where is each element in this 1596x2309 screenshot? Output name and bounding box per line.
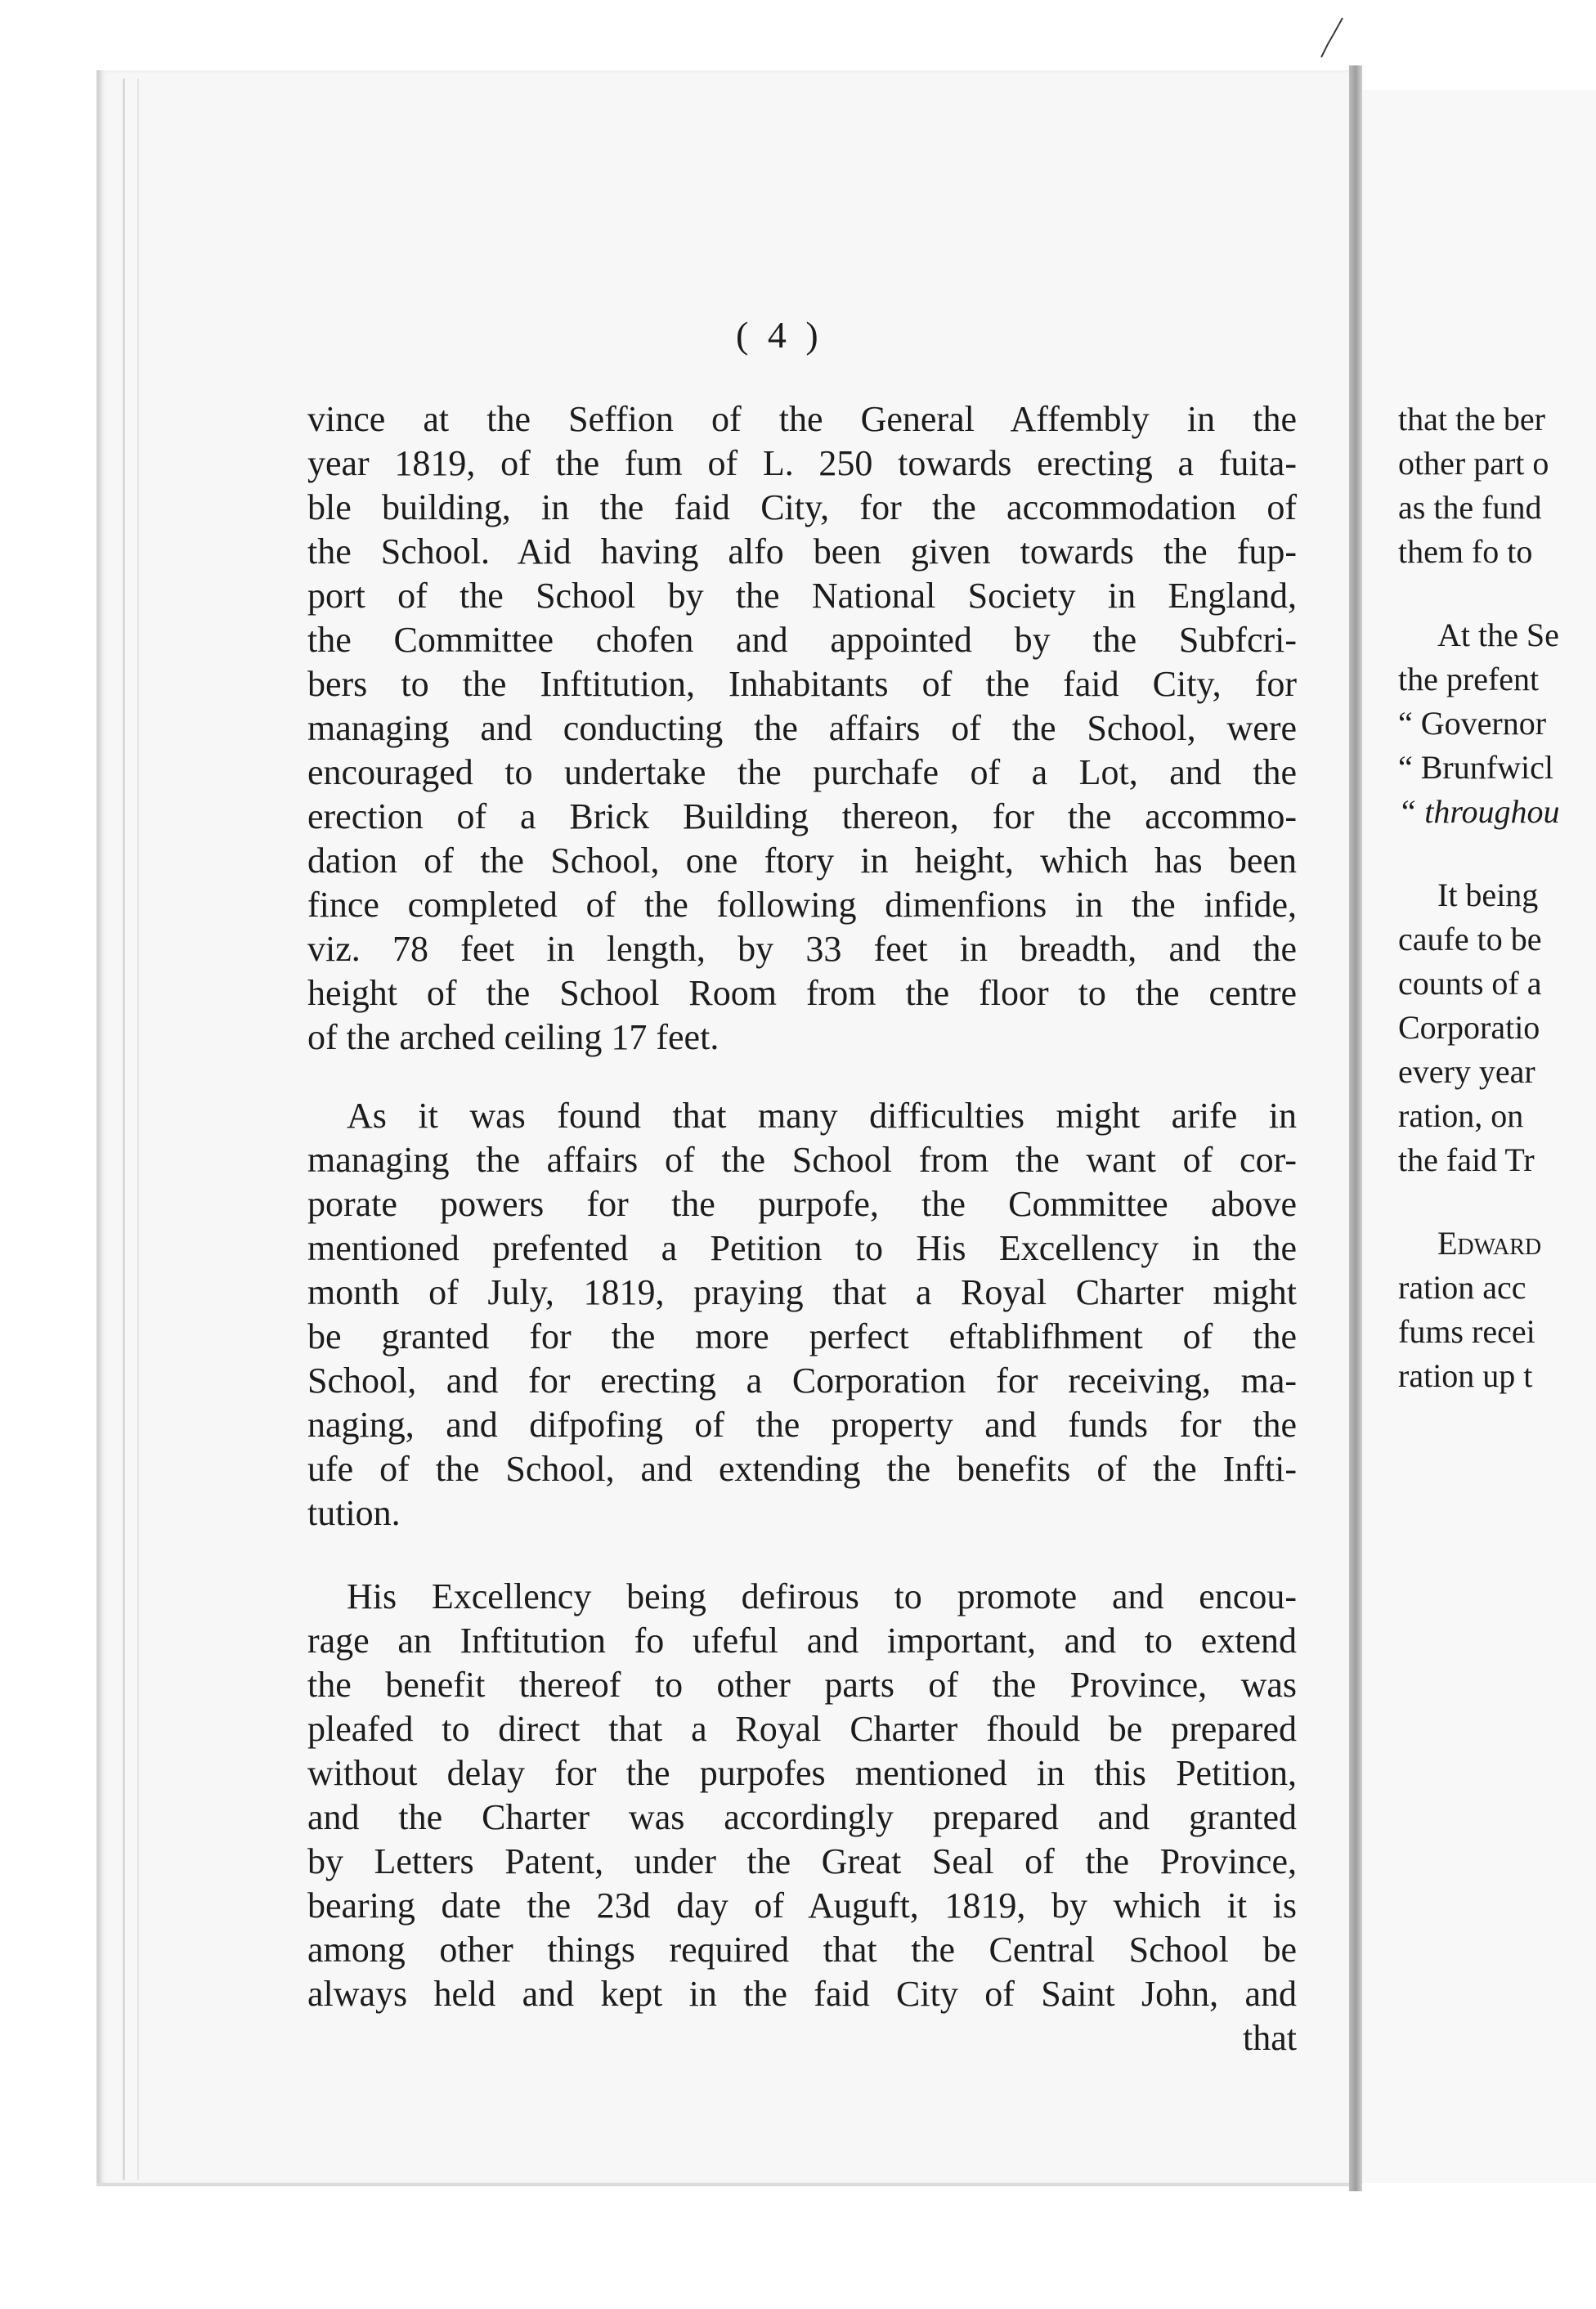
text-line: year 1819, of the fum of L. 250 towards erecting a fuita-	[307, 443, 1297, 483]
text-line: School, and for erecting a Corporation for receiving, ma-	[307, 1361, 1297, 1401]
text-line: that the ber	[1398, 401, 1545, 437]
book-gutter	[1349, 65, 1362, 2191]
text-line: managing and conducting the affairs of the School, were	[307, 708, 1297, 748]
text-line: dation of the School, one ftory in height, which has been	[307, 841, 1297, 881]
page-bottom-edge	[96, 2183, 1359, 2186]
text-line: “ Brunfwicl	[1398, 749, 1553, 786]
text-line: always held and kept in the faid City of Saint John, and	[307, 1974, 1297, 2014]
text-line: caufe to be	[1398, 921, 1542, 957]
text-line: “ throughou	[1398, 793, 1560, 830]
text-line: Edward	[1437, 1225, 1542, 1262]
text-line: mentioned prefented a Petition to His Excellency in the	[307, 1228, 1297, 1268]
page-edge	[137, 78, 139, 2180]
text-line: bers to the Inftitution, Inhabitants of the faid City, for	[307, 664, 1297, 704]
text-line: and the Charter was accordingly prepared and granted	[307, 1797, 1297, 1837]
text-line: rage an Inftitution fo ufeful and important, and to extend	[307, 1621, 1297, 1661]
text-line: tution.	[307, 1493, 401, 1533]
text-line: the Committee chofen and appointed by the Subfcri-	[307, 620, 1297, 660]
text-line: of the arched ceiling 17 feet.	[307, 1017, 720, 1057]
text-line: erection of a Brick Building thereon, for the accommo-	[307, 796, 1297, 836]
text-line: every year	[1398, 1053, 1535, 1090]
text-line: viz. 78 feet in length, by 33 feet in breadth, and the	[307, 929, 1297, 969]
text-line: vince at the Seffion of the General Affembly in the	[307, 399, 1297, 439]
catchword: that	[1243, 2018, 1297, 2058]
text-line: His Excellency being defirous to promote and encou-	[347, 1576, 1297, 1616]
text-line: by Letters Patent, under the Great Seal of the Province,	[307, 1841, 1297, 1881]
paragraph-1	[307, 397, 1297, 1060]
paragraph-3	[307, 1575, 1297, 2060]
text-line: As it was found that many difficulties might arife in	[347, 1096, 1297, 1136]
text-line: managing the affairs of the School from the want of cor-	[307, 1140, 1297, 1180]
text-line: It being	[1437, 877, 1539, 913]
text-line: among other things required that the Central School be	[307, 1930, 1297, 1970]
text-line: encouraged to undertake the purchafe of a Lot, and the	[307, 752, 1297, 792]
text-line: the prefent	[1398, 661, 1540, 697]
text-line: port of the School by the National Society in England,	[307, 576, 1297, 616]
text-line: month of July, 1819, praying that a Royal Charter might	[307, 1272, 1297, 1312]
text-line: ration, on	[1398, 1097, 1524, 1134]
text-line: “ Governor	[1398, 705, 1547, 742]
body-text	[307, 397, 1297, 2060]
text-line: pleafed to direct that a Royal Charter fhould be prepared	[307, 1709, 1297, 1749]
text-line: the School. Aid having alfo been given towards the fup-	[307, 531, 1297, 572]
text-line: them fo to	[1398, 533, 1533, 570]
text-line: Corporatio	[1398, 1009, 1540, 1046]
page-number: ( 4 )	[736, 314, 823, 356]
text-line: ration up t	[1398, 1357, 1533, 1394]
text-line: height of the School Room from the floor to the centre	[307, 973, 1297, 1013]
page-edge	[123, 78, 125, 2180]
text-line: the faid Tr	[1398, 1141, 1535, 1178]
text-line: ufe of the School, and extending the benefits of the Infti-	[307, 1449, 1297, 1489]
text-line: At the Se	[1437, 616, 1559, 653]
facing-page-text	[1398, 397, 1596, 1398]
text-line: ble building, in the faid City, for the accommodation of	[307, 487, 1297, 527]
text-line: fince completed of the following dimenfions in the infide,	[307, 885, 1297, 925]
text-line: fums recei	[1398, 1313, 1535, 1350]
text-line: bearing date the 23d day of Auguft, 1819, by which it is	[307, 1885, 1297, 1926]
text-line: be granted for the more perfect eftablifhment of the	[307, 1316, 1297, 1356]
pencil-mark	[1316, 11, 1349, 61]
paragraph-2	[307, 1094, 1297, 1536]
text-line: counts of a	[1398, 965, 1542, 1002]
text-line: the benefit thereof to other parts of the Province, was	[307, 1665, 1297, 1705]
text-line: naging, and difpofing of the property and funds for the	[307, 1405, 1297, 1445]
text-line: other part o	[1398, 445, 1549, 482]
text-line: ration acc	[1398, 1269, 1527, 1306]
text-line: porate powers for the purpofe, the Committee above	[307, 1184, 1297, 1224]
text-line: without delay for the purpofes mentioned in this Petition,	[307, 1753, 1297, 1793]
text-line: as the fund	[1398, 489, 1542, 526]
